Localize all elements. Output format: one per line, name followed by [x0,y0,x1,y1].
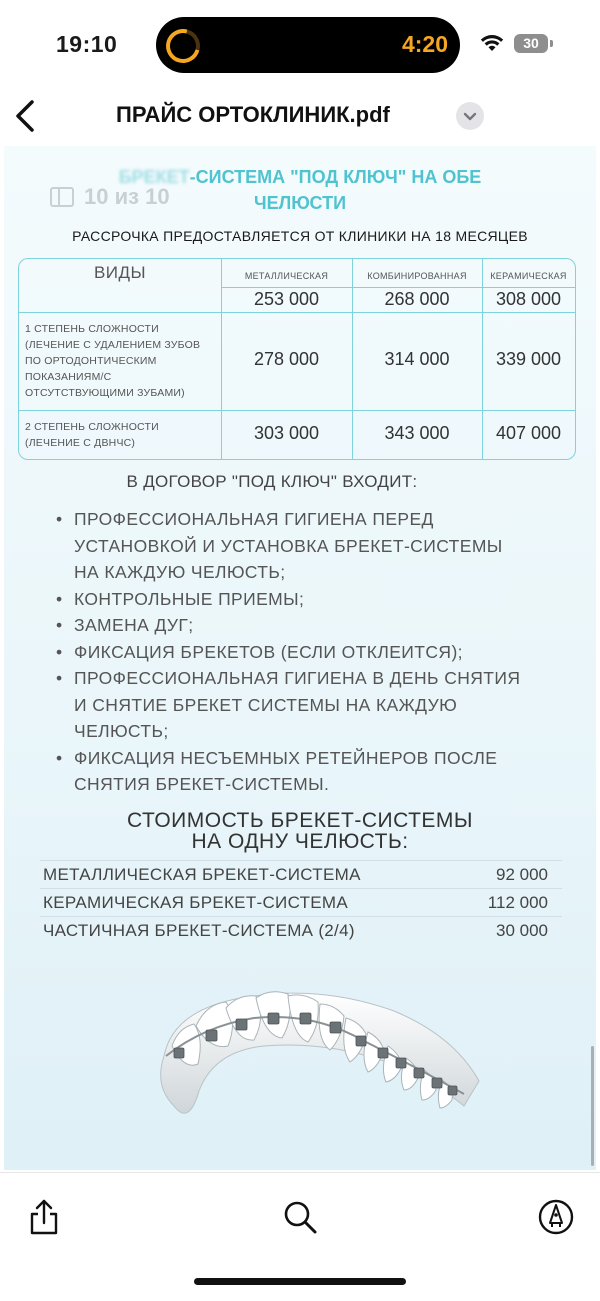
included-list [56,506,526,798]
status-bar [0,0,600,88]
timer-countdown: 4:20 [401,31,448,57]
pdf-page[interactable] [4,146,596,1170]
home-indicator[interactable] [194,1278,406,1285]
list-item: • ФИКСАЦИЯ НЕСЪЕМНЫХ РЕТЕЙНЕРОВ ПОСЛЕ СНЯТИЯ БРЕКЕТ-СИСТЕМЫ. [56,745,526,798]
page-heading-line1 [4,164,596,190]
brace-type: МЕТАЛЛИЧЕСКАЯ БРЕКЕТ-СИСТЕМА [43,865,361,884]
row-label-complexity-1 [25,321,221,401]
chevron-down-icon [456,102,484,130]
brace-price: 112 000 [487,893,548,912]
back-chevron-icon[interactable] [10,94,50,138]
page-indicator-text: 10 из 10 [84,184,170,209]
price-table [18,258,576,460]
row-label-line: (ЛЕЧЕНИЕ С УДАЛЕНИЕМ ЗУБОВ [25,339,201,351]
price-cell: 314 000 [384,349,450,369]
cost-heading [4,810,596,852]
braces-illustration [144,986,484,1146]
table-row [40,860,562,888]
page-heading-line2: ЧЕЛЮСТИ [253,193,347,213]
wifi-icon [480,34,504,52]
row-label-line: ОТСУТСТВУЮЩИМИ ЗУБАМИ) [25,387,185,399]
table-row [40,916,562,944]
column-header: КЕРАМИЧЕСКАЯ [490,271,567,281]
price-cell: 343 000 [384,423,450,443]
brace-price: 92 000 [496,865,548,884]
nav-bar [0,88,600,146]
price-cell: 407 000 [495,423,562,443]
list-item: • ФИКСАЦИЯ БРЕКЕТОВ (ЕСЛИ ОТКЛЕИТСЯ); [56,639,526,666]
status-time: 19:10 [56,31,118,57]
brace-price: 30 000 [496,921,548,940]
search-icon[interactable] [278,1195,322,1239]
heading-line1-text: -СИСТЕМА "ПОД КЛЮЧ" НА ОБЕ [189,167,482,187]
list-item: • ЗАМЕНА ДУГ; [56,612,526,639]
dynamic-island[interactable] [156,17,460,73]
list-item: • КОНТРОЛЬНЫЕ ПРИЕМЫ; [56,586,526,613]
price-cell: 278 000 [253,349,320,369]
list-item: • ПРОФЕССИОНАЛЬНАЯ ГИГИЕНА ПЕРЕД УСТАНОВКОЙ И УСТАНОВКА БРЕКЕТ-СИСТЕМЫ НА КАЖДУЮ ЧЕЛЮСТЬ; [56,506,526,586]
brace-type: КЕРАМИЧЕСКАЯ БРЕКЕТ-СИСТЕМА [43,893,349,912]
row-label-line: (ЛЕЧЕНИЕ С ДВНЧС) [25,437,136,449]
base-price: 268 000 [384,289,450,309]
document-title[interactable]: ПРАЙС ОРТОКЛИНИК.pdf [116,102,390,127]
row-label-line: 1 СТЕПЕНЬ СЛОЖНОСТИ [25,323,159,335]
title-menu-button[interactable] [456,102,484,130]
markup-icon[interactable] [534,1195,578,1239]
row-label-complexity-2 [25,419,221,451]
included-heading: В ДОГОВОР "ПОД КЛЮЧ" ВХОДИТ: [126,472,418,491]
column-header: МЕТАЛЛИЧЕСКАЯ [244,271,329,281]
list-item: • ПРОФЕССИОНАЛЬНАЯ ГИГИЕНА В ДЕНЬ СНЯТИЯ И СНЯТИЕ БРЕКЕТ СИСТЕМЫ НА КАЖДУЮ ЧЕЛЮСТЬ; [56,665,526,745]
battery-indicator: 30 [514,34,548,53]
single-jaw-price-table [40,860,562,944]
scroll-indicator[interactable] [591,1046,594,1166]
column-header: КОМБИНИРОВАННАЯ [367,271,467,281]
share-icon[interactable] [22,1195,66,1239]
heading-blurred-fragment: БРЕКЕТ [118,167,190,187]
kinds-label: ВИДЫ [93,263,147,282]
row-label-line: ПОКАЗАНИЯМ/С [25,371,112,383]
table-row [40,888,562,916]
brace-type: ЧАСТИЧНАЯ БРЕКЕТ-СИСТЕМА (2/4) [43,921,355,940]
row-label-line: 2 СТЕПЕНЬ СЛОЖНОСТИ [25,421,159,433]
timer-icon [160,23,206,69]
installment-note: РАССРОЧКА ПРЕДОСТАВЛЯЕТСЯ ОТ КЛИНИКИ НА 18 МЕСЯЦЕВ [72,228,528,244]
price-cell: 339 000 [495,349,562,369]
base-price: 308 000 [495,289,562,309]
row-label-line: ПО ОРТОДОНТИЧЕСКИМ [25,355,157,367]
price-cell: 303 000 [253,423,320,443]
cost-heading-line2: НА ОДНУ ЧЕЛЮСТЬ: [191,830,409,853]
base-price: 253 000 [253,289,320,309]
cost-heading-line1: СТОИМОСТЬ БРЕКЕТ-СИСТЕМЫ [126,809,474,832]
